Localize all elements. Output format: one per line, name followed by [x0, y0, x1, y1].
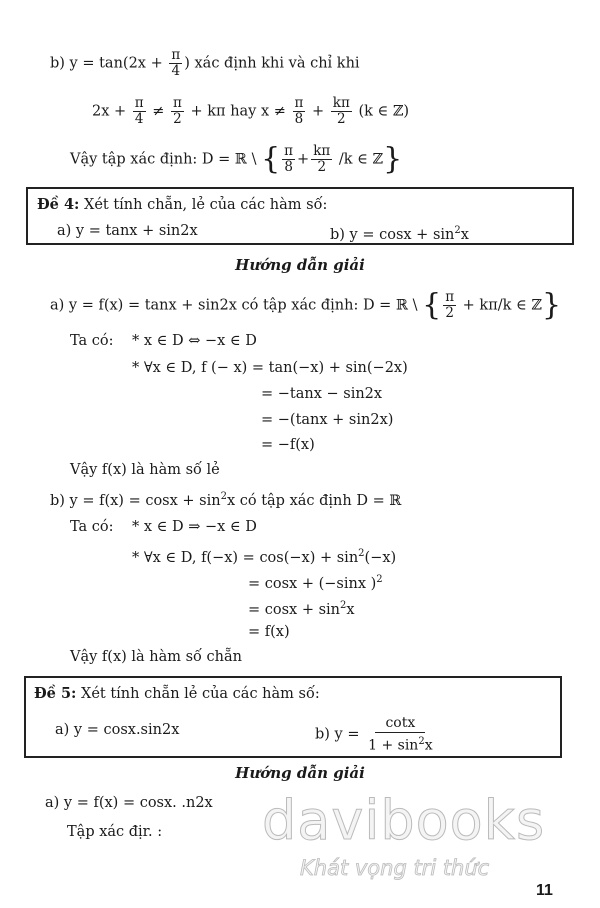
- exercise-5-a: a) y = cosx.sin2x: [55, 722, 180, 738]
- text: Xét tính chẵn, lẻ của các hàm số:: [79, 197, 328, 213]
- text: ≠: [147, 103, 170, 120]
- text: +: [307, 103, 329, 120]
- page-number: 11: [536, 882, 553, 899]
- sol4-a: [50, 287, 562, 323]
- den: 2: [173, 111, 182, 127]
- text: 2x +: [92, 103, 131, 120]
- text: + kπ hay x ≠: [185, 103, 291, 120]
- watermark-logo: davibooks: [262, 789, 546, 852]
- text: 1 + sin: [368, 737, 419, 754]
- num: π: [173, 95, 182, 111]
- fraction: [443, 290, 456, 321]
- sol4-a3: = −tanx − sin2x: [261, 386, 383, 402]
- fraction: [169, 48, 182, 79]
- exercise-4-title: [37, 196, 327, 214]
- text: /k ∈ ℤ: [334, 151, 384, 168]
- line-condition: [92, 96, 409, 127]
- fraction: [331, 96, 352, 127]
- text: b) y = cosx + sin: [330, 226, 455, 243]
- fraction: [133, 96, 146, 127]
- num: cotx: [375, 714, 425, 733]
- den: 8: [294, 111, 304, 127]
- exercise-5-b: [315, 714, 437, 755]
- sol5-domain: Tập xác địr. :: [67, 824, 163, 840]
- text: Vậy tập xác định: D = ℝ \: [70, 151, 262, 168]
- sol4-a4: = −(tanx + sin2x): [261, 412, 394, 428]
- fraction: [366, 714, 435, 755]
- exercise-4-b: [330, 222, 469, 244]
- num: kπ: [313, 143, 331, 159]
- text: a) y = f(x) = tanx + sin2x có tập xác định: D = ℝ \: [50, 297, 423, 314]
- text: x: [346, 601, 355, 618]
- num: π: [445, 289, 455, 305]
- guide-title: Hướng dẫn giải: [235, 764, 365, 782]
- watermark-slogan: Khát vọng tri thức: [300, 856, 490, 880]
- sol4-a5: = −f(x): [261, 437, 315, 453]
- den: 4: [171, 63, 181, 79]
- text: x có tập xác định D = ℝ: [226, 492, 402, 509]
- num: kπ: [332, 95, 350, 111]
- sol4-b-conclusion: Vậy f(x) là hàm số chẵn: [70, 649, 242, 665]
- ta-co: Ta có:: [70, 333, 114, 349]
- fraction: [282, 144, 295, 175]
- sol4-b5: = f(x): [248, 624, 290, 640]
- sol4-b1: * x ∈ D ⇒ −x ∈ D: [132, 519, 257, 535]
- text: x: [460, 226, 469, 243]
- guide-title: Hướng dẫn giải: [235, 256, 365, 274]
- num: π: [171, 47, 181, 63]
- text: b) y =: [315, 726, 365, 743]
- sup: 2: [220, 491, 227, 502]
- sup: 2: [418, 736, 425, 747]
- text: ) xác định khi và chỉ khi: [184, 55, 360, 72]
- fraction: [171, 96, 184, 127]
- brace: }: [383, 141, 403, 177]
- text: * ∀x ∈ D, f(−x) = cos(−x) + sin: [132, 549, 359, 566]
- sol5-a: a) y = f(x) = cosx. .n2x: [45, 795, 213, 811]
- sup: 2: [340, 600, 347, 611]
- text: = cosx + (−sinx ): [248, 575, 377, 592]
- brace: }: [541, 287, 562, 323]
- text: b) y = f(x) = cosx + sin: [50, 492, 221, 509]
- fraction: [293, 96, 306, 127]
- text: b) y = tan(2x +: [50, 55, 168, 72]
- text: x: [424, 737, 433, 754]
- num: π: [294, 95, 304, 111]
- num: π: [284, 143, 294, 159]
- sol4-a1: * x ∈ D ⇔ −x ∈ D: [132, 333, 257, 349]
- text: = cosx + sin: [248, 601, 341, 618]
- exercise-5-title: [34, 685, 320, 703]
- sol4-b2: [132, 545, 396, 567]
- brace: {: [422, 287, 442, 323]
- sup: 2: [376, 574, 383, 585]
- sup: 2: [454, 225, 461, 236]
- text: (k ∈ ℤ): [353, 103, 410, 120]
- sol4-b: [50, 488, 401, 510]
- sol4-a-conclusion: Vậy f(x) là hàm số lẻ: [70, 462, 220, 478]
- line-domain: [70, 141, 403, 177]
- line-b-tan: [50, 48, 360, 79]
- text: + kπ/k ∈ ℤ: [458, 297, 542, 314]
- den: 4: [134, 111, 144, 127]
- fraction: [311, 144, 332, 175]
- den: 2: [317, 159, 327, 175]
- den: 8: [284, 159, 293, 175]
- ta-co: Ta có:: [70, 519, 114, 535]
- den: 2: [445, 305, 454, 321]
- sup: 2: [358, 548, 365, 559]
- num: π: [134, 95, 144, 111]
- den: 2: [337, 111, 346, 127]
- sol4-a2: * ∀x ∈ D, f (− x) = tan(−x) + sin(−2x): [132, 360, 408, 376]
- den: [366, 733, 435, 755]
- label: Đề 5:: [34, 685, 77, 702]
- text: +: [297, 151, 310, 168]
- label: Đề 4:: [37, 196, 80, 213]
- brace: {: [261, 141, 281, 177]
- text: (−x): [364, 549, 397, 566]
- text: Xét tính chẵn lẻ của các hàm số:: [76, 686, 320, 702]
- sol4-b3: [248, 571, 383, 593]
- exercise-4-a: a) y = tanx + sin2x: [57, 223, 198, 239]
- sol4-b4: [248, 597, 355, 619]
